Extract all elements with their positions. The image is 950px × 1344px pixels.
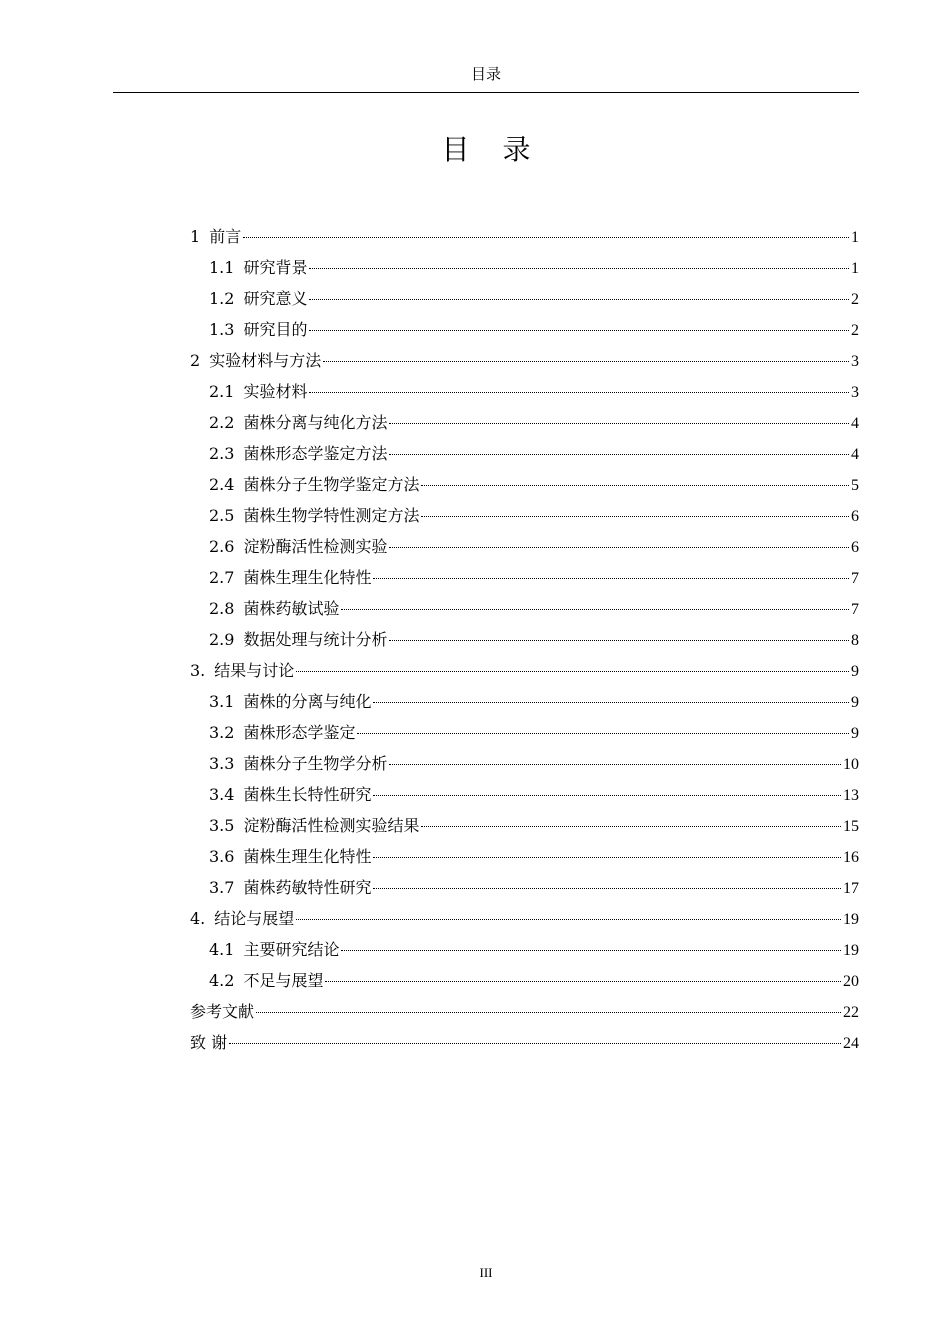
toc-entry-number: 2.8 — [209, 599, 235, 618]
toc-leader-dots — [421, 826, 841, 827]
toc-entry-page: 9 — [851, 694, 859, 711]
toc-entry-number: 3.7 — [209, 878, 235, 897]
page-title: 目 录 — [441, 133, 543, 166]
toc-entry-page: 1 — [851, 229, 859, 246]
toc-entry-page: 1 — [851, 260, 859, 277]
toc-entry-page: 20 — [843, 973, 859, 990]
toc-entry[interactable] — [190, 469, 859, 500]
toc-entry-page: 5 — [851, 477, 859, 494]
toc-entry[interactable] — [190, 376, 859, 407]
toc-entry-number: 3.5 — [209, 816, 235, 835]
toc-leader-dots — [373, 795, 841, 796]
toc-entry-label: 菌株的分离与纯化 — [243, 692, 372, 711]
toc-leader-dots — [341, 950, 841, 951]
toc-entry-page: 8 — [851, 632, 859, 649]
toc-leader-dots — [373, 578, 849, 579]
toc-leader-dots — [421, 485, 849, 486]
toc-entry-label: 菌株形态学鉴定 — [243, 723, 356, 742]
toc-entry-number: 2 — [190, 351, 201, 370]
toc-entry-number: 2.5 — [209, 506, 235, 525]
toc-leader-dots — [323, 361, 849, 362]
toc-leader-dots — [373, 702, 849, 703]
toc-entry[interactable] — [190, 500, 859, 531]
toc-entry-label: 不足与展望 — [243, 971, 324, 990]
toc-entry-number: 2.3 — [209, 444, 235, 463]
toc-entry-label: 参考文献 — [190, 1002, 255, 1021]
toc-entry-page: 4 — [851, 446, 859, 463]
toc-entry-label: 主要研究结论 — [243, 940, 340, 959]
toc-entry[interactable] — [190, 252, 859, 283]
toc-entry-label: 菌株生理生化特性 — [243, 847, 372, 866]
toc-entry[interactable] — [190, 748, 859, 779]
toc-entry-number: 2.9 — [209, 630, 235, 649]
toc-entry[interactable] — [190, 903, 859, 934]
toc-entry[interactable] — [190, 407, 859, 438]
toc-leader-dots — [229, 1043, 841, 1044]
toc-entry-page: 2 — [851, 291, 859, 308]
page-number: III — [479, 1265, 493, 1280]
toc-entry[interactable] — [190, 686, 859, 717]
toc-entry[interactable] — [190, 593, 859, 624]
toc-leader-dots — [296, 919, 841, 920]
table-of-contents — [190, 221, 859, 1058]
toc-entry-label: 菌株分子生物学鉴定方法 — [243, 475, 420, 494]
toc-entry-page: 9 — [851, 725, 859, 742]
toc-entry-label: 菌株分子生物学分析 — [243, 754, 388, 773]
toc-leader-dots — [389, 640, 849, 641]
toc-entry-number: 1.3 — [209, 320, 235, 339]
toc-entry[interactable] — [190, 283, 859, 314]
toc-leader-dots — [243, 237, 849, 238]
toc-leader-dots — [309, 330, 849, 331]
toc-entry[interactable] — [190, 872, 859, 903]
toc-leader-dots — [373, 857, 841, 858]
toc-leader-dots — [309, 299, 849, 300]
toc-entry-number: 2.7 — [209, 568, 235, 587]
toc-leader-dots — [389, 547, 849, 548]
toc-leader-dots — [309, 392, 849, 393]
toc-entry[interactable] — [190, 655, 859, 686]
toc-entry-number: 2.2 — [209, 413, 235, 432]
toc-entry[interactable] — [190, 345, 859, 376]
toc-entry-label: 致 谢 — [190, 1033, 228, 1052]
toc-entry[interactable] — [190, 221, 859, 252]
toc-entry-label: 淀粉酶活性检测实验 — [243, 537, 388, 556]
toc-entry-label: 结论与展望 — [214, 909, 295, 928]
toc-entry-page: 4 — [851, 415, 859, 432]
toc-entry-page: 13 — [843, 787, 859, 804]
toc-leader-dots — [309, 268, 849, 269]
toc-entry-number: 2.1 — [209, 382, 235, 401]
toc-leader-dots — [325, 981, 841, 982]
toc-entry-page: 3 — [851, 353, 859, 370]
toc-leader-dots — [389, 454, 849, 455]
toc-entry-page: 24 — [843, 1035, 859, 1052]
toc-entry-page: 7 — [851, 601, 859, 618]
toc-entry-label: 研究目的 — [243, 320, 308, 339]
toc-entry-number: 2.6 — [209, 537, 235, 556]
toc-entry[interactable] — [190, 810, 859, 841]
running-header: 目录 — [470, 65, 501, 83]
toc-entry-number: 3.4 — [209, 785, 235, 804]
toc-leader-dots — [296, 671, 849, 672]
toc-entry-label: 菌株形态学鉴定方法 — [243, 444, 388, 463]
toc-entry-label: 实验材料 — [243, 382, 308, 401]
toc-entry[interactable] — [190, 779, 859, 810]
toc-entry-number: 3.2 — [209, 723, 235, 742]
toc-entry-number: 3. — [190, 661, 206, 680]
toc-entry-page: 22 — [843, 1004, 859, 1021]
toc-entry-page: 3 — [851, 384, 859, 401]
toc-entry-page: 6 — [851, 508, 859, 525]
toc-entry-page: 7 — [851, 570, 859, 587]
toc-entry-page: 19 — [843, 942, 859, 959]
toc-entry-number: 1.1 — [209, 258, 235, 277]
toc-entry-number: 3.1 — [209, 692, 235, 711]
toc-entry[interactable] — [190, 934, 859, 965]
toc-entry-number: 4. — [190, 909, 206, 928]
toc-entry-label: 结果与讨论 — [214, 661, 295, 680]
toc-entry[interactable] — [190, 1027, 859, 1058]
toc-entry-number: 3.3 — [209, 754, 235, 773]
toc-entry[interactable] — [190, 438, 859, 469]
toc-entry-page: 15 — [843, 818, 859, 835]
toc-entry[interactable] — [190, 841, 859, 872]
toc-entry-page: 6 — [851, 539, 859, 556]
toc-entry-label: 菌株分离与纯化方法 — [243, 413, 388, 432]
toc-leader-dots — [256, 1012, 841, 1013]
toc-entry[interactable] — [190, 996, 859, 1027]
toc-entry-label: 研究意义 — [243, 289, 308, 308]
toc-entry-label: 研究背景 — [243, 258, 308, 277]
toc-entry-page: 19 — [843, 911, 859, 928]
toc-entry-page: 10 — [843, 756, 859, 773]
toc-leader-dots — [373, 888, 841, 889]
toc-entry-number: 4.1 — [209, 940, 235, 959]
toc-entry-page: 9 — [851, 663, 859, 680]
toc-entry-number: 4.2 — [209, 971, 235, 990]
toc-entry[interactable] — [190, 562, 859, 593]
toc-leader-dots — [389, 423, 849, 424]
toc-leader-dots — [421, 516, 849, 517]
toc-leader-dots — [341, 609, 849, 610]
toc-entry-label: 菌株生理生化特性 — [243, 568, 372, 587]
toc-entry-label: 实验材料与方法 — [209, 351, 322, 370]
toc-entry-number: 1 — [190, 227, 201, 246]
toc-entry-label: 菌株药敏试验 — [243, 599, 340, 618]
toc-entry-number: 2.4 — [209, 475, 235, 494]
toc-entry-page: 2 — [851, 322, 859, 339]
toc-entry[interactable] — [190, 314, 859, 345]
toc-entry-label: 菌株生长特性研究 — [243, 785, 372, 804]
toc-entry[interactable] — [190, 531, 859, 562]
toc-leader-dots — [389, 764, 841, 765]
toc-entry-number: 3.6 — [209, 847, 235, 866]
toc-entry-label: 数据处理与统计分析 — [243, 630, 388, 649]
toc-entry-label: 菌株生物学特性测定方法 — [243, 506, 420, 525]
header-rule — [113, 92, 859, 93]
toc-entry[interactable] — [190, 624, 859, 655]
toc-entry-page: 16 — [843, 849, 859, 866]
toc-entry-label: 菌株药敏特性研究 — [243, 878, 372, 897]
toc-entry[interactable] — [190, 717, 859, 748]
toc-entry-label: 淀粉酶活性检测实验结果 — [243, 816, 420, 835]
toc-entry-number: 1.2 — [209, 289, 235, 308]
toc-entry-page: 17 — [843, 880, 859, 897]
toc-entry-label: 前言 — [209, 227, 242, 246]
toc-leader-dots — [357, 733, 849, 734]
toc-entry[interactable] — [190, 965, 859, 996]
